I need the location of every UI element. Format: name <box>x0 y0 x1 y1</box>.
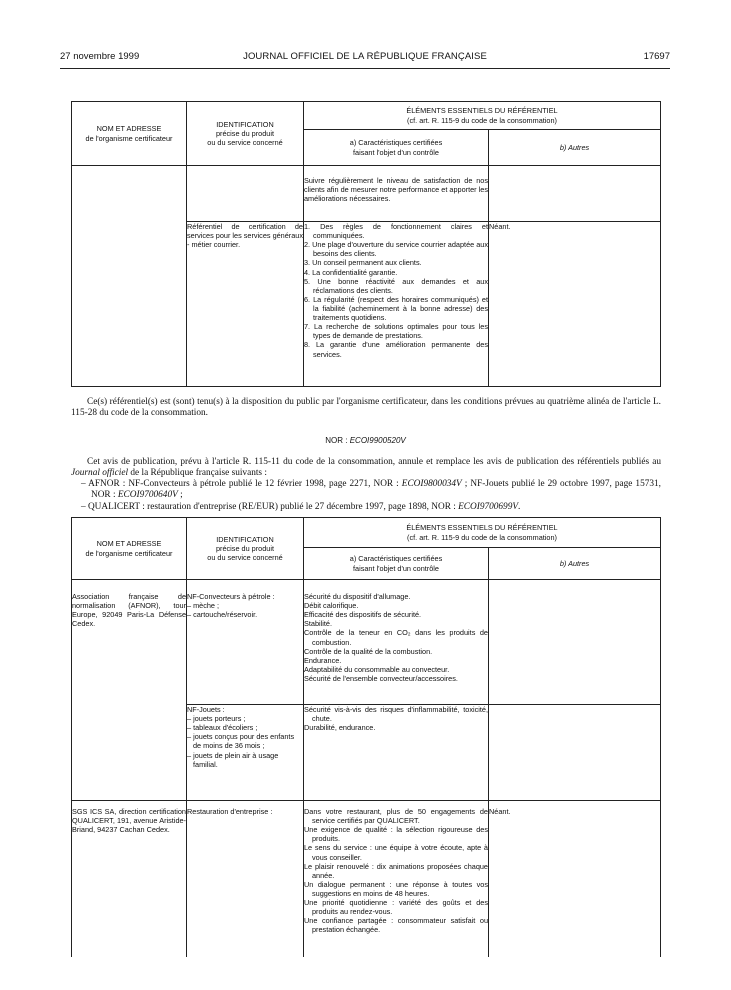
t1-r2-ident: Référentiel de certification de services pour les services généraux - métier courrier. <box>187 222 304 387</box>
characteristic-item: Adaptabilité du consommable au convecteur. <box>304 664 450 674</box>
characteristic-item: Endurance. <box>304 655 342 665</box>
afnor-name-address: Association française de normalisation (AFNOR), tour Europe, 92049 Paris-La Défense Cedex. <box>72 580 187 705</box>
availability-paragraph: Ce(s) référentiel(s) est (sont) tenu(s) à la disposition du public par l'organisme certificateur, dans les conditions prévues au quatrième alinéa de l'article L. 115-28 du code de la consommation. <box>71 397 661 419</box>
col-header-elements: ÉLÉMENTS ESSENTIELS DU RÉFÉRENTIEL (cf. art. R. 115-9 du code de la consommation) <box>304 518 661 548</box>
col-header-other: b) Autres <box>489 130 661 166</box>
sgs-name-address: SGS ICS SA, direction certification QUALICERT, 191, avenue Aristide-Briand, 94237 Cachan Cedex. <box>72 801 187 957</box>
characteristic-item: Débit calorifique. <box>304 601 359 611</box>
criterion-item: 1. Des règles de fonctionnement claires et communiquées. <box>304 222 488 241</box>
page-date: 27 novembre 1999 <box>60 51 140 62</box>
col-header-name: NOM ET ADRESSE de l'organisme certificateur <box>72 102 187 166</box>
col-header-characteristics: a) Caractéristiques certifiées faisant l'objet d'un contrôle <box>304 548 489 580</box>
criterion-item: 3. Un conseil permanent aux clients. <box>304 258 422 268</box>
t1-criteria-list <box>304 222 488 359</box>
t1-r1-ident <box>187 166 304 222</box>
referential-table-2 <box>71 517 661 957</box>
page-header <box>60 51 670 65</box>
t1-r2-characteristics <box>304 222 489 387</box>
jouets-item: – jouets conçus pour des enfants de moins de 36 mois ; <box>187 732 295 751</box>
characteristic-item: Contrôle de la qualité de la combustion. <box>304 646 433 656</box>
afnor-bullet: – AFNOR : NF-Convecteurs à pétrole publié le 12 février 1998, page 2271, NOR : ECOI9800034V ; NF-Jouets publié le 29 octobre 1997, page 15731, NOR : ECOI9700640V ; <box>81 479 661 501</box>
nor-line <box>0 436 731 445</box>
t1-r2-name <box>72 222 187 387</box>
jouets-item: – jouets porteurs ; <box>187 714 246 724</box>
restauration-other: Néant. <box>489 801 661 957</box>
characteristic-item: Sécurité du dispositif d'allumage. <box>304 592 411 601</box>
afnor-continued <box>72 705 187 801</box>
characteristic-item: Dans votre restaurant, plus de 50 engagements de service certifiés par QUALICERT. <box>304 807 488 826</box>
referential-table-1 <box>71 101 661 387</box>
jouets-ident <box>187 705 304 801</box>
jouets-characteristics <box>304 705 489 801</box>
col-header-identification: IDENTIFICATION précise du produit ou du service concerné <box>187 102 304 166</box>
characteristic-item: Le sens du service : une équipe à votre écoute, apte à vous conseiller. <box>304 843 488 862</box>
publication-paragraph <box>71 457 661 513</box>
t1-r1-name <box>72 166 187 222</box>
characteristic-item: Sécurité vis-à-vis des risques d'inflammabilité, toxicité, chute. <box>304 705 488 724</box>
jouets-item: – jouets de plein air à usage familial. <box>187 750 279 769</box>
criterion-item: 6. La régularité (respect des horaires communiqués) et la fiabilité (acheminement à la bonne adresse) des traitements quotidiens. <box>304 294 488 323</box>
characteristic-item: Un dialogue permanent : une réponse à toutes vos suggestions en moins de 48 heures. <box>304 879 488 898</box>
col-header-other: b) Autres <box>489 548 661 580</box>
characteristic-item: Une priorité quotidienne : variété des goûts et des produits au rendez-vous. <box>304 898 488 917</box>
criterion-item: 5. Une bonne réactivité aux demandes et aux réclamations des clients. <box>304 276 488 295</box>
nor-label: NOR : <box>325 436 348 445</box>
convecteurs-characteristics <box>304 580 489 705</box>
t1-r1-other <box>489 166 661 222</box>
characteristic-item: Efficacité des dispositifs de sécurité. <box>304 610 422 620</box>
characteristic-item: Stabilité. <box>304 619 332 629</box>
criterion-item: 2. Une plage d'ouverture du service courrier adaptée aux besoins des clients. <box>304 240 488 259</box>
jouets-item: – tableaux d'écoliers ; <box>187 723 258 733</box>
qualicert-bullet: – QUALICERT : restauration d'entreprise (RE/EUR) publié le 27 décembre 1997, page 1898, NOR : ECOI9700699V. <box>81 501 521 512</box>
criterion-item: 4. La confidentialité garantie. <box>304 267 398 277</box>
criterion-item: 7. La recherche de solutions optimales pour tous les types de demande de prestations. <box>304 322 488 341</box>
col-header-characteristics: a) Caractéristiques certifiées faisant l'objet d'un contrôle <box>304 130 489 166</box>
convecteurs-item: – mèche ; <box>187 601 220 611</box>
nor-code: ECOI9900520V <box>349 436 406 445</box>
journal-title: JOURNAL OFFICIEL DE LA RÉPUBLIQUE FRANÇAISE <box>243 51 487 62</box>
characteristic-item: Le plaisir renouvelé : dix animations proposées chaque année. <box>304 861 488 880</box>
characteristic-item: Une confiance partagée : consommateur satisfait ou prestation échangée. <box>304 916 488 935</box>
characteristic-item: Durabilité, endurance. <box>304 723 376 733</box>
col-header-identification: IDENTIFICATION précise du produit ou du service concerné <box>187 518 304 580</box>
convecteurs-item: – cartouche/réservoir. <box>187 610 258 620</box>
intro-line: Cet avis de publication, prévu à l'article R. 115-11 du code de la consommation, annule et remplace les avis de publication des référentiels publiés au Journal officiel de la République française suivants : <box>71 457 661 479</box>
characteristic-item: Contrôle de la teneur en CO₂ dans les produits de combustion. <box>304 628 488 647</box>
convecteurs-other <box>489 580 661 705</box>
convecteurs-ident <box>187 580 304 705</box>
criterion-item: 8. La garantie d'une amélioration permanente des services. <box>304 340 488 359</box>
convecteurs-title: NF-Convecteurs à pétrole : <box>187 592 275 601</box>
page-number: 17697 <box>643 51 670 62</box>
jouets-title: NF-Jouets : <box>187 705 225 714</box>
header-rule <box>60 68 670 69</box>
restauration-characteristics <box>304 801 489 957</box>
restauration-ident: Restauration d'entreprise : <box>187 801 304 957</box>
t1-r1-characteristics: Suivre régulièrement le niveau de satisfaction de nos clients afin de mesurer notre performance et apporter les améliorations nécessaires. <box>304 166 489 222</box>
col-header-elements: ÉLÉMENTS ESSENTIELS DU RÉFÉRENTIEL (cf. art. R. 115-9 du code de la consommation) <box>304 102 661 130</box>
characteristic-item: Sécurité de l'ensemble convecteur/accessoires. <box>304 673 458 683</box>
t1-r2-other: Néant. <box>489 222 661 387</box>
col-header-name: NOM ET ADRESSE de l'organisme certificateur <box>72 518 187 580</box>
jouets-other <box>489 705 661 801</box>
characteristic-item: Une exigence de qualité : la sélection rigoureuse des produits. <box>304 825 488 844</box>
